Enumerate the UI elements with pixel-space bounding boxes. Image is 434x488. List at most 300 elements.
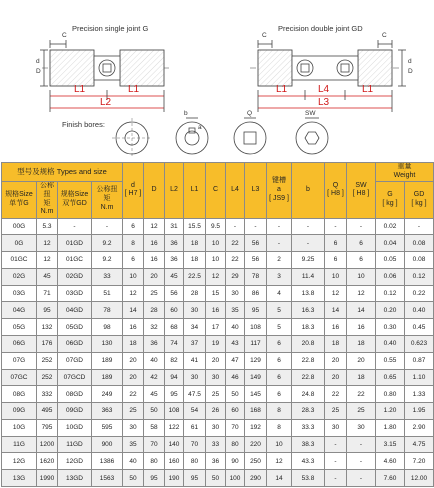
double-l3-label: L3 xyxy=(318,97,330,108)
cell-torque-single: 495 xyxy=(37,403,58,420)
cell-single-code: 0G xyxy=(2,235,37,252)
cell-SW: 6 xyxy=(347,235,376,252)
cell-D: 28 xyxy=(144,302,165,319)
header-L3: L3 xyxy=(245,163,267,219)
cell-keyway-a: - xyxy=(267,218,292,235)
table-row xyxy=(2,386,434,403)
cell-Q: 10 xyxy=(325,268,347,285)
cell-C: 12 xyxy=(206,268,226,285)
cell-torque-double: 363 xyxy=(92,403,123,420)
table-row xyxy=(2,285,434,302)
cell-weight-G: 0.12 xyxy=(376,285,405,302)
cell-L2: 56 xyxy=(165,285,184,302)
cell-L3: 95 xyxy=(245,302,267,319)
cell-weight-G: 0.20 xyxy=(376,302,405,319)
cell-L3: 129 xyxy=(245,352,267,369)
cell-L4: - xyxy=(226,218,245,235)
table-row xyxy=(2,302,434,319)
cell-L1: 22.5 xyxy=(184,268,206,285)
cell-D: 70 xyxy=(144,436,165,453)
cell-torque-single: 332 xyxy=(37,386,58,403)
table-row xyxy=(2,419,434,436)
header-Q: Q [ H8 ] xyxy=(325,163,347,219)
header-types-and-size: 型号及规格 Types and size xyxy=(2,163,123,182)
cell-keyway-a: 5 xyxy=(267,319,292,336)
cell-weight-G: 0.05 xyxy=(376,252,405,269)
cell-D: 42 xyxy=(144,369,165,386)
cell-keyway-a: 4 xyxy=(267,285,292,302)
cell-b: 43.3 xyxy=(292,453,325,470)
cell-d: 6 xyxy=(123,252,144,269)
cell-single-code: 06G xyxy=(2,335,37,352)
cell-torque-double: - xyxy=(92,218,123,235)
cell-torque-single: 12 xyxy=(37,252,58,269)
header-L2: L2 xyxy=(165,163,184,219)
cell-Q: - xyxy=(325,218,347,235)
cell-L3: 290 xyxy=(245,470,267,487)
cell-C: 10 xyxy=(206,235,226,252)
cell-double-code: 06GD xyxy=(58,335,92,352)
cell-torque-double: 1563 xyxy=(92,470,123,487)
header-weight: 重量 Weight xyxy=(376,163,434,182)
cell-C: 17 xyxy=(206,319,226,336)
cell-weight-GD: 7.20 xyxy=(405,453,434,470)
cell-D: 16 xyxy=(144,235,165,252)
cell-L3: 168 xyxy=(245,403,267,420)
cell-torque-double: 78 xyxy=(92,302,123,319)
cell-C: 25 xyxy=(206,386,226,403)
table-row xyxy=(2,352,434,369)
cell-d: 30 xyxy=(123,419,144,436)
cell-SW: 16 xyxy=(347,319,376,336)
cell-D: 16 xyxy=(144,252,165,269)
table-row xyxy=(2,235,434,252)
header-L4: L4 xyxy=(226,163,245,219)
cell-L4: 70 xyxy=(226,419,245,436)
specification-table xyxy=(1,162,434,487)
cell-single-code: 07G xyxy=(2,352,37,369)
cell-torque-double: 249 xyxy=(92,386,123,403)
cell-Q: 14 xyxy=(325,302,347,319)
cell-Q: 6 xyxy=(325,252,347,269)
double-l1-left-label: L1 xyxy=(276,84,288,95)
cell-Q: - xyxy=(325,470,347,487)
cell-weight-GD: 1.10 xyxy=(405,369,434,386)
cell-Q: 30 xyxy=(325,419,347,436)
cell-single-code: 11G xyxy=(2,436,37,453)
cell-torque-double: 98 xyxy=(92,319,123,336)
cell-weight-G: 4.60 xyxy=(376,453,405,470)
cell-torque-single: 176 xyxy=(37,335,58,352)
cell-torque-double: 595 xyxy=(92,419,123,436)
cell-L3: 145 xyxy=(245,386,267,403)
cell-D: 20 xyxy=(144,268,165,285)
bore-b-label: b xyxy=(184,110,188,117)
cell-weight-GD: 12.00 xyxy=(405,470,434,487)
cell-L3: 86 xyxy=(245,285,267,302)
cell-L2: 60 xyxy=(165,302,184,319)
cell-L1: 30 xyxy=(184,302,206,319)
cell-weight-GD: 1.33 xyxy=(405,386,434,403)
cell-torque-double: 189 xyxy=(92,369,123,386)
cell-L4: 43 xyxy=(226,335,245,352)
cell-L4: 80 xyxy=(226,436,245,453)
cell-double-code: 01GD xyxy=(58,235,92,252)
cell-SW: 10 xyxy=(347,268,376,285)
cell-weight-G: 0.02 xyxy=(376,218,405,235)
cell-single-code: 00G xyxy=(2,218,37,235)
cell-single-code: 12G xyxy=(2,453,37,470)
cell-Q: - xyxy=(325,436,347,453)
cell-torque-single: 1200 xyxy=(37,436,58,453)
cell-double-code: 11GD xyxy=(58,436,92,453)
cell-weight-GD: 0.22 xyxy=(405,285,434,302)
bore-round xyxy=(112,118,152,158)
bore-keyway xyxy=(176,118,208,154)
single-l1-left-label: L1 xyxy=(74,84,86,95)
cell-L3: 56 xyxy=(245,252,267,269)
table-row xyxy=(2,268,434,285)
cell-torque-single: 795 xyxy=(37,419,58,436)
cell-keyway-a: 6 xyxy=(267,386,292,403)
cell-torque-single: 95 xyxy=(37,302,58,319)
cell-torque-double: 9.2 xyxy=(92,235,123,252)
cell-L4: 22 xyxy=(226,235,245,252)
cell-d: 10 xyxy=(123,268,144,285)
header-single-code: 规格Size 单节G xyxy=(2,181,37,218)
single-c-label: C xyxy=(62,32,67,39)
cell-d: 14 xyxy=(123,302,144,319)
cell-d: 8 xyxy=(123,235,144,252)
cell-L2: 45 xyxy=(165,268,184,285)
cell-weight-G: 0.04 xyxy=(376,235,405,252)
cell-L1: 18 xyxy=(184,252,206,269)
cell-weight-GD: 0.08 xyxy=(405,252,434,269)
cell-L4: 40 xyxy=(226,319,245,336)
cell-single-code: 08G xyxy=(2,386,37,403)
cell-L1: 15.5 xyxy=(184,218,206,235)
table-row xyxy=(2,319,434,336)
cell-L3: 117 xyxy=(245,335,267,352)
table-row xyxy=(2,470,434,487)
cell-keyway-a: 6 xyxy=(267,369,292,386)
cell-d: 18 xyxy=(123,335,144,352)
cell-D: 25 xyxy=(144,285,165,302)
cell-L1: 47.5 xyxy=(184,386,206,403)
cell-Q: 25 xyxy=(325,403,347,420)
cell-C: 20 xyxy=(206,352,226,369)
cell-C: 50 xyxy=(206,470,226,487)
cell-keyway-a: 8 xyxy=(267,419,292,436)
cell-d: 22 xyxy=(123,386,144,403)
cell-weight-G: 0.80 xyxy=(376,386,405,403)
cell-SW: 25 xyxy=(347,403,376,420)
cell-D: 50 xyxy=(144,403,165,420)
cell-SW: 30 xyxy=(347,419,376,436)
cell-L3: 220 xyxy=(245,436,267,453)
cell-D: 80 xyxy=(144,453,165,470)
cell-L4: 29 xyxy=(226,268,245,285)
header-weight-GD: GD [ kg ] xyxy=(405,181,434,218)
bore-q-label: Q xyxy=(247,110,253,117)
cell-L2: 94 xyxy=(165,369,184,386)
cell-torque-single: 1990 xyxy=(37,470,58,487)
cell-L2: 108 xyxy=(165,403,184,420)
cell-weight-GD: 2.90 xyxy=(405,419,434,436)
cell-SW: 14 xyxy=(347,302,376,319)
cell-SW: 22 xyxy=(347,386,376,403)
cell-SW: - xyxy=(347,453,376,470)
finish-bores-label: Finish bores: xyxy=(62,120,105,129)
cell-b: 53.8 xyxy=(292,470,325,487)
cell-SW: 18 xyxy=(347,335,376,352)
cell-C: 26 xyxy=(206,403,226,420)
cell-SW: 18 xyxy=(347,369,376,386)
cell-L1: 30 xyxy=(184,369,206,386)
cell-torque-single: 12 xyxy=(37,235,58,252)
cell-single-code: 03G xyxy=(2,285,37,302)
cell-L2: 160 xyxy=(165,453,184,470)
header-C: C xyxy=(206,163,226,219)
cell-L1: 34 xyxy=(184,319,206,336)
cell-torque-double: 51 xyxy=(92,285,123,302)
table-row xyxy=(2,335,434,352)
header-double-code: 规格Size 双节GD xyxy=(58,181,92,218)
cell-torque-double: 130 xyxy=(92,335,123,352)
cell-double-code: 07GD xyxy=(58,352,92,369)
cell-double-code: 03GD xyxy=(58,285,92,302)
cell-weight-GD: 0.40 xyxy=(405,302,434,319)
cell-L1: 61 xyxy=(184,419,206,436)
cell-single-code: 05G xyxy=(2,319,37,336)
cell-b: 24.8 xyxy=(292,386,325,403)
cell-single-code: 07GC xyxy=(2,369,37,386)
bore-square xyxy=(234,118,266,154)
cell-keyway-a: 6 xyxy=(267,335,292,352)
cell-SW: - xyxy=(347,470,376,487)
cell-D: 58 xyxy=(144,419,165,436)
cell-Q: 22 xyxy=(325,386,347,403)
cell-Q: 18 xyxy=(325,335,347,352)
cell-torque-double: 900 xyxy=(92,436,123,453)
table-row xyxy=(2,218,434,235)
cell-b: 13.8 xyxy=(292,285,325,302)
cell-Q: - xyxy=(325,453,347,470)
cell-SW: - xyxy=(347,218,376,235)
cell-L3: 108 xyxy=(245,319,267,336)
cell-b: 20.8 xyxy=(292,335,325,352)
cell-b: 33.3 xyxy=(292,419,325,436)
cell-D: 32 xyxy=(144,319,165,336)
cell-D: 40 xyxy=(144,352,165,369)
cell-double-code: 04GD xyxy=(58,302,92,319)
technical-drawings xyxy=(0,0,434,162)
cell-b: - xyxy=(292,235,325,252)
cell-L1: 28 xyxy=(184,285,206,302)
cell-L2: 31 xyxy=(165,218,184,235)
cell-weight-GD: 0.08 xyxy=(405,235,434,252)
cell-L2: 140 xyxy=(165,436,184,453)
cell-keyway-a: 8 xyxy=(267,403,292,420)
table-row xyxy=(2,436,434,453)
table-row xyxy=(2,453,434,470)
cell-weight-GD: 0.12 xyxy=(405,268,434,285)
cell-torque-double: 1386 xyxy=(92,453,123,470)
finish-bore-views xyxy=(112,118,328,158)
cell-double-code: 05GD xyxy=(58,319,92,336)
cell-double-code: - xyxy=(58,218,92,235)
cell-b: 28.3 xyxy=(292,403,325,420)
single-d-label: d xyxy=(36,58,40,65)
header-torque-single: 公称扭 矩 N.m xyxy=(37,181,58,218)
cell-double-code: 13GD xyxy=(58,470,92,487)
cell-single-code: 09G xyxy=(2,403,37,420)
cell-torque-double: 189 xyxy=(92,352,123,369)
cell-L2: 36 xyxy=(165,235,184,252)
cell-single-code: 10G xyxy=(2,419,37,436)
cell-torque-single: 132 xyxy=(37,319,58,336)
bore-hex xyxy=(296,118,328,154)
cell-Q: 6 xyxy=(325,235,347,252)
cell-L3: 149 xyxy=(245,369,267,386)
cell-weight-G: 1.20 xyxy=(376,403,405,420)
cell-L4: 60 xyxy=(226,403,245,420)
cell-single-code: 02G xyxy=(2,268,37,285)
double-d-label: d xyxy=(408,58,412,65)
cell-torque-single: 1620 xyxy=(37,453,58,470)
cell-weight-G: 7.60 xyxy=(376,470,405,487)
cell-torque-double: 33 xyxy=(92,268,123,285)
cell-single-code: 01GC xyxy=(2,252,37,269)
cell-double-code: 07GCD xyxy=(58,369,92,386)
cell-L2: 122 xyxy=(165,419,184,436)
cell-L2: 74 xyxy=(165,335,184,352)
header-b: b xyxy=(292,163,325,219)
cell-torque-single: 71 xyxy=(37,285,58,302)
cell-weight-GD: 0.623 xyxy=(405,335,434,352)
cell-L3: 78 xyxy=(245,268,267,285)
cell-L1: 18 xyxy=(184,235,206,252)
cell-L1: 41 xyxy=(184,352,206,369)
cell-b: 16.3 xyxy=(292,302,325,319)
cell-d: 50 xyxy=(123,470,144,487)
cell-L3: - xyxy=(245,218,267,235)
bore-sw-label: SW xyxy=(305,110,316,117)
single-D-label: D xyxy=(36,68,41,75)
double-D-label: D xyxy=(408,68,413,75)
cell-SW: 12 xyxy=(347,285,376,302)
cell-b: 9.25 xyxy=(292,252,325,269)
cell-C: 19 xyxy=(206,335,226,352)
cell-keyway-a: 3 xyxy=(267,268,292,285)
cell-L2: 68 xyxy=(165,319,184,336)
cell-double-code: 01GC xyxy=(58,252,92,269)
cell-C: 16 xyxy=(206,302,226,319)
cell-L1: 80 xyxy=(184,453,206,470)
cell-C: 30 xyxy=(206,419,226,436)
cell-L1: 70 xyxy=(184,436,206,453)
cell-L2: 190 xyxy=(165,470,184,487)
double-c-right-label: C xyxy=(382,32,387,39)
cell-d: 12 xyxy=(123,285,144,302)
cell-SW: 20 xyxy=(347,352,376,369)
cell-b: 11.4 xyxy=(292,268,325,285)
cell-weight-GD: 0.45 xyxy=(405,319,434,336)
cell-SW: - xyxy=(347,436,376,453)
cell-L4: 50 xyxy=(226,386,245,403)
cell-weight-GD: 0.87 xyxy=(405,352,434,369)
cell-weight-G: 1.80 xyxy=(376,419,405,436)
double-l4-label: L4 xyxy=(318,84,330,95)
header-weight-G: G [ kg ] xyxy=(376,181,405,218)
cell-L1: 95 xyxy=(184,470,206,487)
single-l1-right-label: L1 xyxy=(128,84,140,95)
cell-d: 16 xyxy=(123,319,144,336)
cell-L4: 47 xyxy=(226,352,245,369)
cell-keyway-a: 6 xyxy=(267,352,292,369)
bore-a-label: a xyxy=(198,124,202,131)
single-l2-label: L2 xyxy=(100,97,112,108)
cell-D: 36 xyxy=(144,335,165,352)
cell-D: 95 xyxy=(144,470,165,487)
cell-weight-G: 0.55 xyxy=(376,352,405,369)
cell-weight-G: 0.30 xyxy=(376,319,405,336)
cell-weight-GD: 1.95 xyxy=(405,403,434,420)
cell-L3: 192 xyxy=(245,419,267,436)
double-l1-right-label: L1 xyxy=(362,84,374,95)
cell-b: 22.8 xyxy=(292,369,325,386)
cell-L2: 82 xyxy=(165,352,184,369)
cell-d: 20 xyxy=(123,369,144,386)
cell-d: 40 xyxy=(123,453,144,470)
cell-L4: 46 xyxy=(226,369,245,386)
cell-L2: 95 xyxy=(165,386,184,403)
header-D: D xyxy=(144,163,165,219)
cell-double-code: 08GD xyxy=(58,386,92,403)
cell-keyway-a: 10 xyxy=(267,436,292,453)
cell-keyway-a: 12 xyxy=(267,453,292,470)
cell-keyway-a: 2 xyxy=(267,252,292,269)
cell-weight-GD: - xyxy=(405,218,434,235)
cell-C: 9.5 xyxy=(206,218,226,235)
cell-torque-single: 45 xyxy=(37,268,58,285)
cell-weight-GD: 4.75 xyxy=(405,436,434,453)
cell-Q: 16 xyxy=(325,319,347,336)
cell-weight-G: 0.40 xyxy=(376,335,405,352)
cell-single-code: 04G xyxy=(2,302,37,319)
cell-C: 15 xyxy=(206,285,226,302)
header-torque-double: 公称扭 矩 N.m xyxy=(92,181,123,218)
cell-keyway-a: 14 xyxy=(267,470,292,487)
table-row xyxy=(2,403,434,420)
cell-L4: 35 xyxy=(226,302,245,319)
cell-L4: 30 xyxy=(226,285,245,302)
cell-D: 45 xyxy=(144,386,165,403)
cell-d: 35 xyxy=(123,436,144,453)
cell-C: 10 xyxy=(206,252,226,269)
cell-b: 18.3 xyxy=(292,319,325,336)
cell-Q: 20 xyxy=(325,352,347,369)
cell-C: 36 xyxy=(206,453,226,470)
header-L1: L1 xyxy=(184,163,206,219)
cell-torque-single: 5.3 xyxy=(37,218,58,235)
header-keyway: 键槽 a [ JS9 ] xyxy=(267,163,292,219)
cell-b: 38.3 xyxy=(292,436,325,453)
cell-weight-G: 0.06 xyxy=(376,268,405,285)
cell-b: 22.8 xyxy=(292,352,325,369)
double-joint-caption: Precision double joint GD xyxy=(278,24,363,33)
cell-double-code: 02GD xyxy=(58,268,92,285)
